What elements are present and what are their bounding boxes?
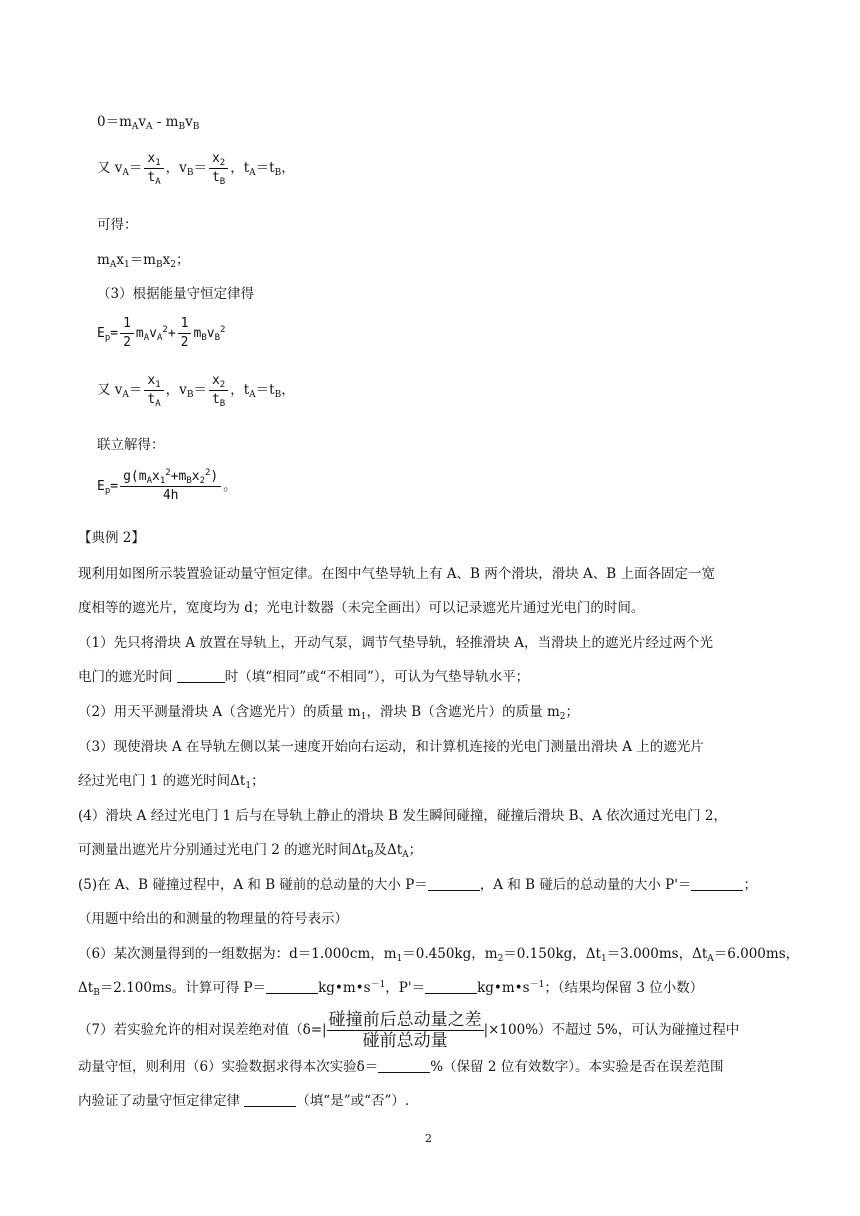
answer-blank[interactable]: [425, 980, 477, 994]
question-4-line-1: (4）滑块 A 经过光电门 1 后与在导轨上静止的滑块 B 发生瞬间碰撞，碰撞后滑块 B、A 依次通过光电门 2，: [78, 808, 727, 824]
momentum-equation: $0=m_Av_A - m_Bv_B$: [97, 114, 200, 132]
answer-blank[interactable]: [266, 980, 318, 994]
question-1-line-1: （1）先只将滑块 A 放置在导轨上，开动气泵，调节气垫导轨，轻推滑块 A，当滑块上的遮光片经过两个光: [78, 635, 713, 651]
question-6-line-1: （6）某次测量得到的一组数据为：d＝1.000cm，$m_1=0.450kg$，$m_2=0.150kg$，$\Delta t_1=3.000ms$，$\Delta t_A=6.000ms$，: [78, 946, 800, 964]
question-7-line-1: （7）若实验允许的相对误差绝对值（δ=| $\frac{\text{碰撞前后总动量之差}}{\text{碰前总动量}}$ |×100%）不超过 5%，可认为碰撞过程中: [78, 1010, 740, 1051]
question-3-line-2: 经过光电门 1 的遮光时间$\Delta t_1$；: [78, 773, 265, 791]
relative-error-fraction: $\frac{\text{碰撞前后总动量之差}}{\text{碰前总动量}}$: [328, 1010, 482, 1051]
answer-blank[interactable]: [691, 877, 743, 891]
question-3-line-1: （3）现使滑块 A 在导轨左侧以某一速度开始向右运动，和计算机连接的光电门测量出滑块 A 上的遮光片: [78, 739, 704, 755]
answer-blank[interactable]: [378, 1059, 430, 1073]
question-5-line-1: (5)在 A、B 碰撞过程中，A 和 B 碰前的总动量的大小 P＝ ，A 和 B 碰后的总动量的大小 P'＝ ；: [78, 877, 757, 893]
question-4-line-2: 可测量出遮光片分别通过光电门 2 的遮光时间$\Delta t_B$及$\Delta t_A$；: [78, 842, 423, 860]
question-7-line-3: 内验证了动量守恒定律定律 （填“是”或“否”）.: [78, 1093, 410, 1109]
intro-line-1: 现利用如图所示装置验证动量守恒定律。在图中气垫导轨上有 A、B 两个滑块，滑块 A、B 上面各固定一宽: [78, 566, 716, 582]
page-number: 2: [425, 1132, 432, 1145]
question-7-line-2: 动量守恒，则利用（6）实验数据求得本次实验δ＝ %（保留 2 位有效数字）。本实验是否在误差范围: [78, 1059, 724, 1075]
answer-blank[interactable]: [428, 877, 480, 891]
energy-heading: （3）根据能量守恒定律得: [97, 286, 255, 302]
question-2: （2）用天平测量滑块 A（含遮光片）的质量 $m_1$，滑块 B（含遮光片）的质量 $m_2$；: [78, 704, 580, 722]
solve-label: 联立解得：: [97, 437, 165, 453]
intro-line-2: 度相等的遮光片，宽度均为 d；光电计数器（未完全画出）可以记录遮光片通过光电门的时间。: [78, 600, 645, 616]
answer-blank[interactable]: [244, 1093, 296, 1107]
velocity-relation-2: 又 $v_A=$ $\frac{x_1}{t_A}$ ，$v_B=$ $\frac{x_2}{t_B}$ ，$t_A=t_B$，: [97, 373, 295, 409]
velocity-relation-1: 又 $v_A=$ $\frac{x_1}{t_A}$ ，$v_B=$ $\frac{x_2}{t_B}$ ，$t_A=t_B$，: [97, 151, 295, 187]
question-1-line-2: 电门的遮光时间 时（填“相同”或“不相同”），可认为气垫导轨水平；: [78, 669, 530, 685]
example-title: 【典例 2】: [78, 530, 145, 546]
energy-equation: $E_p=$ $\frac{1}{2}$ $m_Av_A^2+$ $\frac{1}{2}$ $m_Bv_B^2$: [97, 316, 226, 350]
mass-distance-equation: $m_Ax_1=m_Bx_2$；: [97, 252, 190, 270]
question-6-line-2: $\Delta t_B=2.100ms$。计算可得 $P= kg•m•s^{-1}$，$P'= kg•m•s^{-1}$；（结果均保留 3 位小数）: [78, 980, 704, 998]
obtain-label: 可得：: [97, 217, 138, 233]
question-5-note: （用题中给出的和测量的物理量的符号表示）: [78, 911, 348, 927]
energy-result: $E_p=$ $\frac{g(m_Ax_1^2+m_Bx_2^2)}{4h}$ 。: [97, 468, 237, 503]
answer-blank[interactable]: [177, 669, 225, 683]
